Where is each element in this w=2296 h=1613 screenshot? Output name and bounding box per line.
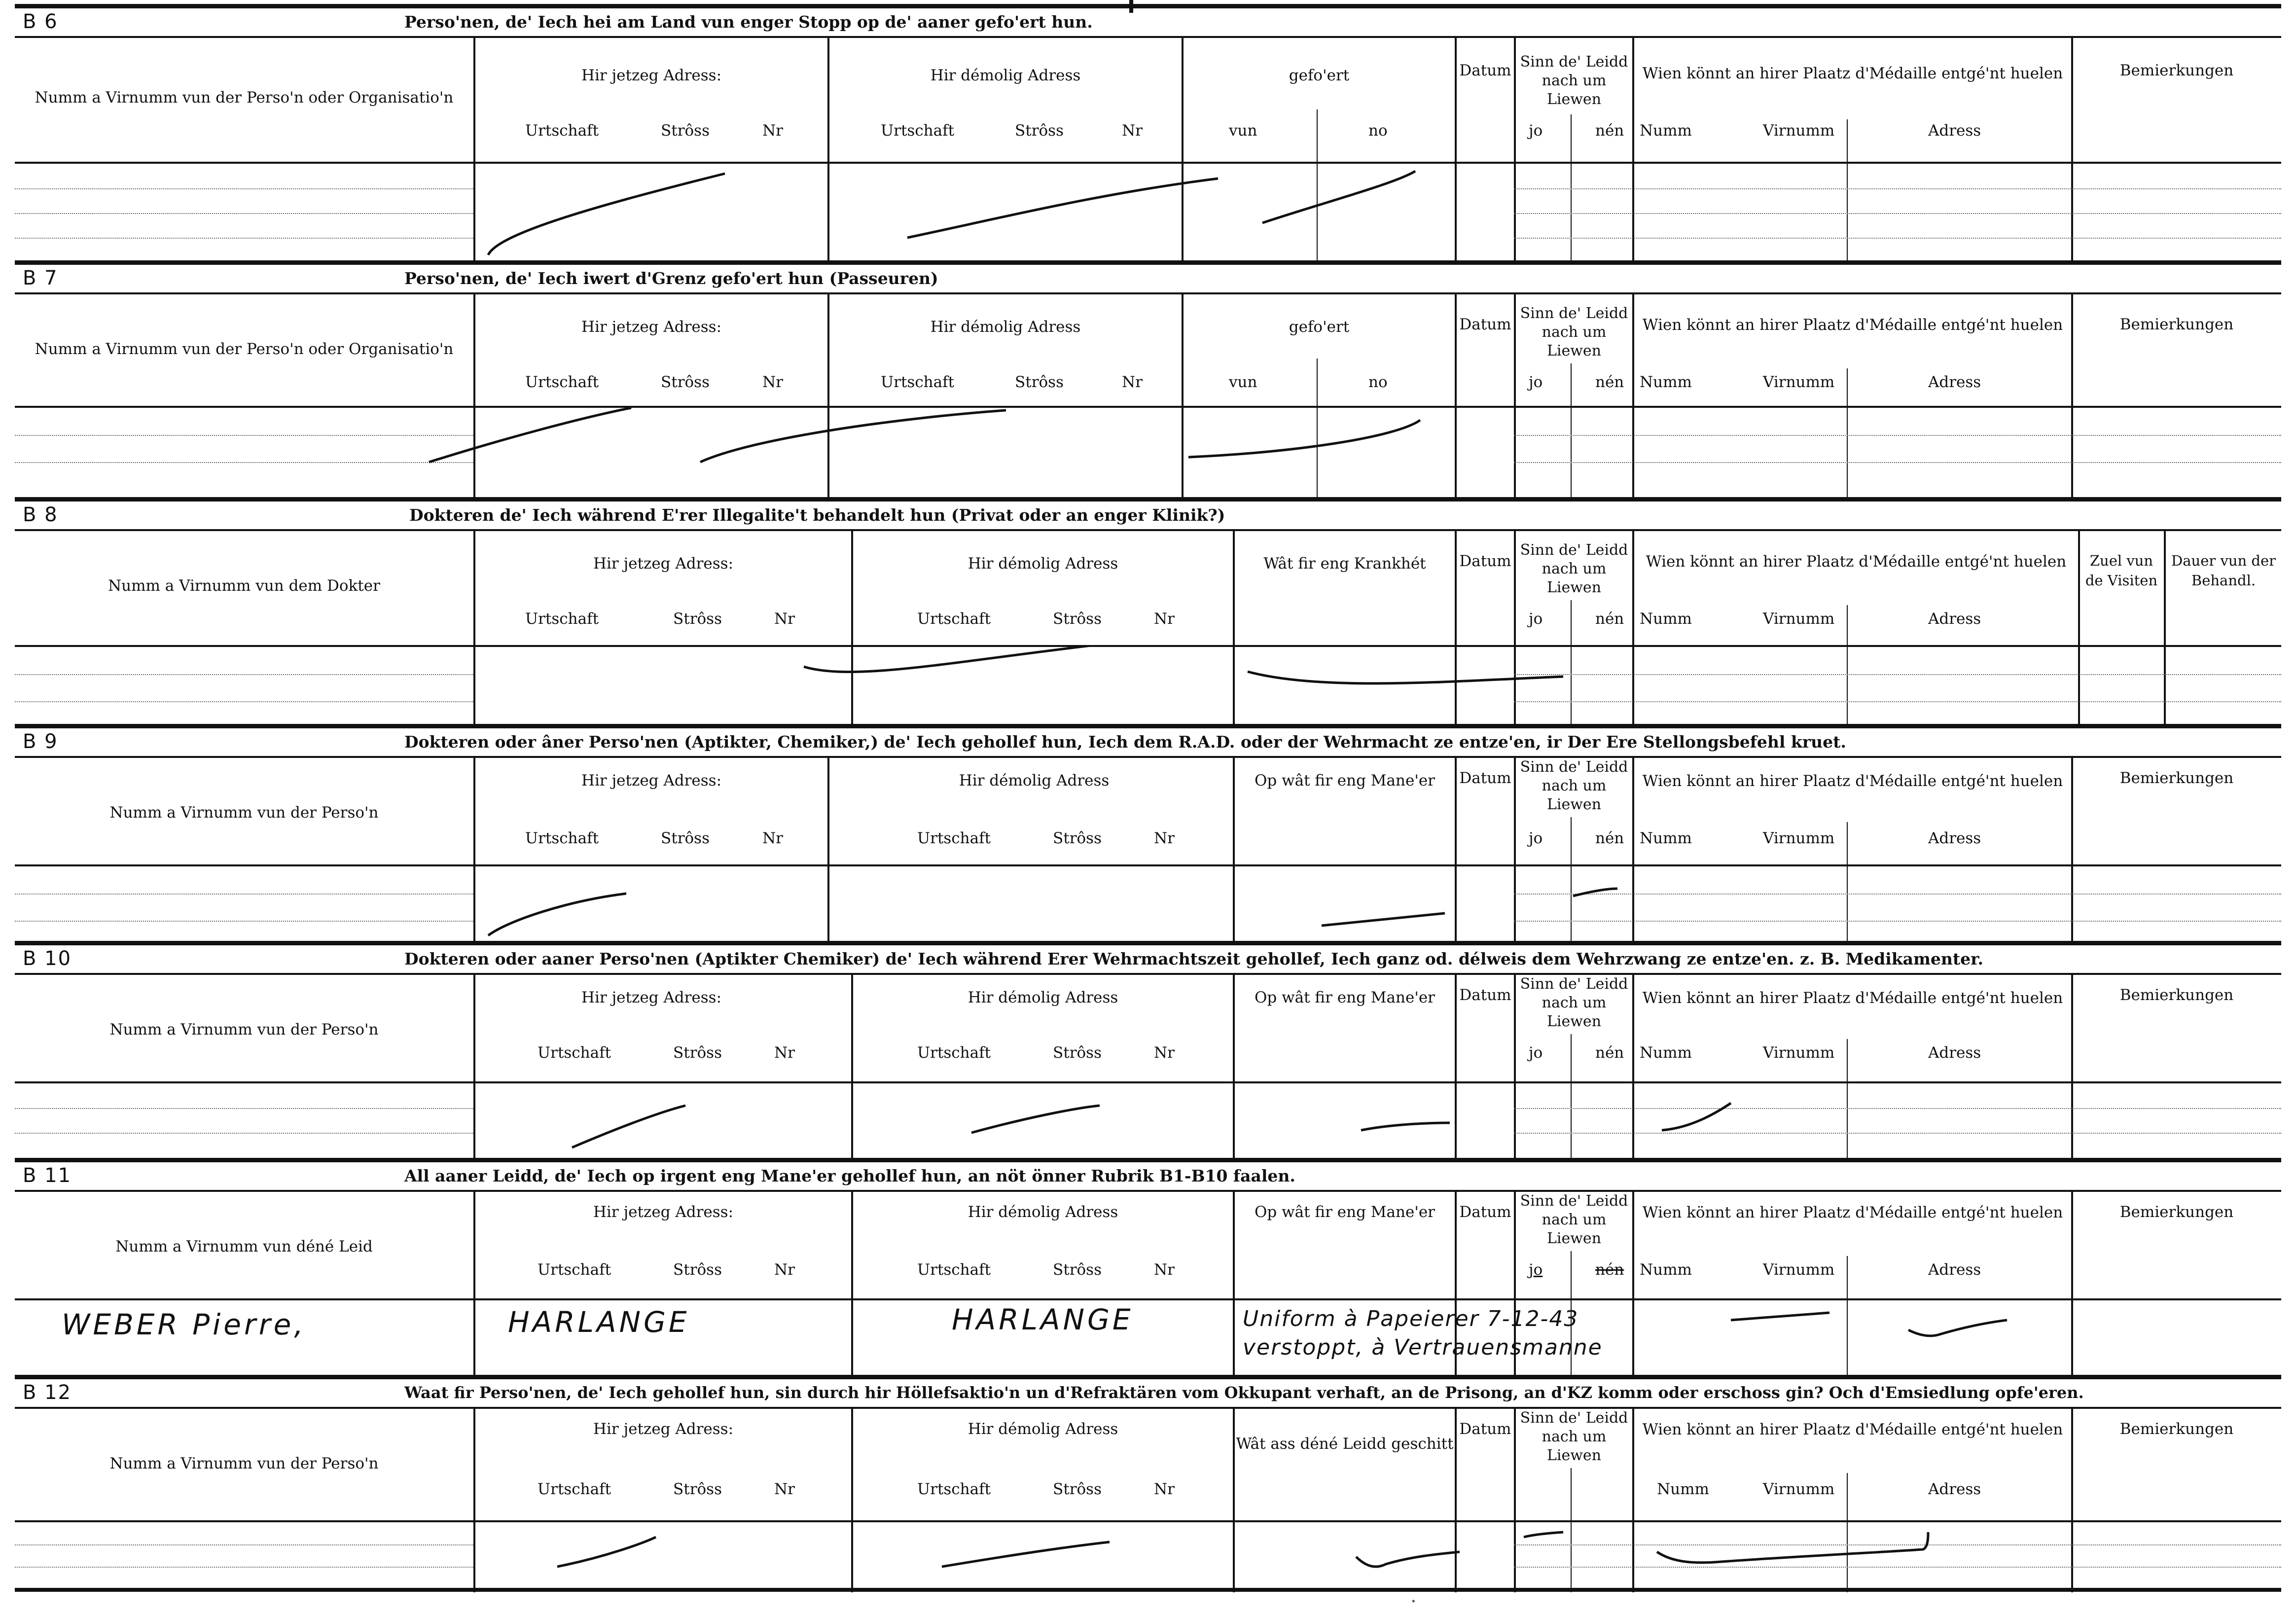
section-code: B 7: [23, 267, 58, 289]
urtschaft-label: Urtschaft: [917, 610, 991, 628]
section-title: Dokteren de' Iech während E'rer Illegalite't behandelt hun (Privat oder an enger Klinik?): [409, 505, 1225, 525]
stross-label: Strôss: [1053, 1044, 1102, 1062]
section-title: Perso'nen, de' Iech hei am Land vun enger Stopp op de' aaner gefo'ert hun.: [404, 12, 1093, 32]
nr-label: Nr: [1154, 829, 1175, 847]
former-address-header: Hir démolig Adress: [968, 555, 1118, 573]
nen-label: nén: [1595, 610, 1624, 628]
urtschaft-label: Urtschaft: [917, 1480, 991, 1498]
section-title: Perso'nen, de' Iech iwert d'Grenz gefo'ert hun (Passeuren): [404, 269, 938, 288]
section-title: All aaner Leidd, de' Iech op irgent eng Mane'er gehollef hun, an nöt önner Rubrik B1-B10 faalen.: [404, 1166, 1295, 1185]
datum-header: Datum: [1459, 62, 1511, 79]
numm-label: Numm: [1640, 1044, 1692, 1062]
section-title: Dokteren oder aaner Perso'nen (Aptikter Chemiker) de' Iech während Erer Wehrmachtszeit gehollef, Iech ganz od. délweis dem Wehrzwang ze entze'en. z. B. Medikamenter.: [404, 949, 1983, 968]
datum-header: Datum: [1459, 316, 1511, 333]
section-b10: [15, 941, 2281, 1158]
section-code: B 11: [23, 1164, 72, 1187]
former-address-header: Hir démolig Adress: [968, 989, 1118, 1006]
urtschaft-label: Urtschaft: [525, 610, 599, 628]
urtschaft-label: Urtschaft: [525, 829, 599, 847]
jo-label: jo: [1529, 1261, 1543, 1279]
cancel-strokes: [15, 866, 2281, 945]
name-column-header: Numm a Virnumm vun déné Leid: [115, 1238, 373, 1255]
section-code: B 12: [23, 1381, 72, 1404]
former-address-header: Hir démolig Adress: [968, 1420, 1118, 1438]
numm-label: Numm: [1657, 1480, 1709, 1498]
urtschaft-label: Urtschaft: [917, 1044, 991, 1062]
stross-label: Strôss: [673, 610, 722, 628]
section-b7: [15, 260, 2281, 497]
adress-label: Adress: [1928, 1480, 1981, 1498]
col3-header: Op wât fir eng Mane'er: [1254, 989, 1435, 1006]
nr-label: Nr: [1154, 1480, 1175, 1498]
remarks-header: Bemierkungen: [2119, 316, 2234, 333]
cancel-strokes: [15, 1522, 2281, 1592]
jo-label: jo: [1529, 122, 1543, 140]
adress-label: Adress: [1928, 373, 1981, 391]
nen-label: nén: [1595, 373, 1624, 391]
cancel-strokes: [15, 164, 2281, 261]
medal-header: Wien könnt an hirer Plaatz d'Médaille entgé'nt huelen: [1642, 772, 2063, 790]
current-address-header: Hir jetzeg Adress:: [581, 67, 722, 84]
nr-label: Nr: [774, 1261, 795, 1279]
nr-label: Nr: [762, 122, 783, 140]
virnumm-label: Virnumm: [1763, 610, 1835, 628]
cancel-strokes: [15, 647, 2281, 728]
section-b9: [15, 724, 2281, 941]
adress-label: Adress: [1928, 829, 1981, 847]
section-title: Waat fir Perso'nen, de' Iech gehollef hun, sin durch hir Höllefsaktio'n un d'Refraktären vom Okkupant verhaft, an de Prisong, an d'KZ komm oder erschoss gin? Och d'Emsiedlung opfe'eren.: [404, 1383, 2084, 1402]
jo-label: jo: [1529, 1044, 1543, 1062]
datum-header: Datum: [1459, 1420, 1511, 1438]
nen-label: nén: [1595, 1044, 1624, 1062]
section-header: [15, 8, 2281, 38]
former-address-header: Hir démolig Adress: [930, 318, 1081, 336]
stross-label: Strôss: [1053, 1261, 1102, 1279]
nen-label: nén: [1595, 122, 1624, 140]
jo-label: jo: [1529, 610, 1543, 628]
nr-label: Nr: [1122, 122, 1143, 140]
col3-header: Op wât fir eng Mane'er: [1254, 772, 1435, 789]
stross-label: Strôss: [673, 1261, 722, 1279]
section-b11: [15, 1158, 2281, 1375]
medal-header: Wien könnt an hirer Plaatz d'Médaille entgé'nt huelen: [1642, 1204, 2063, 1221]
numm-label: Numm: [1640, 1261, 1692, 1279]
nen-label: nén: [1595, 1261, 1624, 1279]
datum-header: Datum: [1459, 1203, 1511, 1221]
handwritten-current-place: HARLANGE: [508, 1305, 690, 1339]
adress-label: Adress: [1928, 610, 1981, 628]
urtschaft-label: Urtschaft: [917, 1261, 991, 1279]
nr-label: Nr: [774, 610, 795, 628]
section-code: B 9: [23, 730, 58, 753]
virnumm-label: Virnumm: [1763, 373, 1835, 391]
virnumm-label: Virnumm: [1763, 1261, 1835, 1279]
cancel-strokes: [15, 1300, 2281, 1379]
nr-label: Nr: [1122, 373, 1143, 391]
section-header: [15, 945, 2281, 975]
nr-label: Nr: [774, 1044, 795, 1062]
stross-label: Strôss: [661, 829, 710, 847]
duration-header: Dauer vun der Behandl.: [2171, 552, 2276, 589]
current-address-header: Hir jetzeg Adress:: [581, 318, 722, 336]
virnumm-label: Virnumm: [1763, 122, 1835, 140]
nen-label: nén: [1595, 829, 1624, 847]
visits-header: Zuel vun de Visiten: [2085, 552, 2158, 589]
name-column-header: Numm a Virnumm vun der Perso'n oder Organisatio'n: [35, 340, 454, 358]
urtschaft-label: Urtschaft: [525, 122, 599, 140]
medal-header: Wien könnt an hirer Plaatz d'Médaille entgé'nt huelen: [1642, 1421, 2063, 1438]
current-address-header: Hir jetzeg Adress:: [581, 989, 722, 1006]
remarks-header: Bemierkungen: [2119, 986, 2234, 1004]
nr-label: Nr: [774, 1480, 795, 1498]
handwritten-manner-line2: verstoppt, à Vertrauensmanne: [1243, 1335, 1603, 1360]
current-address-header: Hir jetzeg Adress:: [593, 1420, 734, 1438]
name-column-header: Numm a Virnumm vun der Perso'n oder Organisatio'n: [35, 89, 454, 107]
jo-label: jo: [1529, 373, 1543, 391]
nr-label: Nr: [1154, 1261, 1175, 1279]
section-header: [15, 1162, 2281, 1192]
section-code: B 10: [23, 947, 72, 970]
section-b12: [15, 1375, 2281, 1592]
alive-header: Sinn de' Leidd nach um Liewen: [1520, 53, 1628, 108]
remarks-header: Bemierkungen: [2119, 769, 2234, 787]
datum-header: Datum: [1459, 986, 1511, 1004]
medal-header: Wien könnt an hirer Plaatz d'Médaille entgé'nt huelen: [1642, 65, 2063, 82]
to-label: no: [1368, 122, 1388, 140]
section-code: B 6: [23, 10, 58, 33]
nr-label: Nr: [762, 373, 783, 391]
virnumm-label: Virnumm: [1763, 1480, 1835, 1498]
stross-label: Strôss: [661, 373, 710, 391]
datum-header: Datum: [1459, 552, 1511, 570]
remarks-header: Bemierkungen: [2119, 1420, 2234, 1438]
numm-label: Numm: [1640, 373, 1692, 391]
urtschaft-label: Urtschaft: [538, 1261, 611, 1279]
section-header: [15, 728, 2281, 758]
alive-header: Sinn de' Leidd nach um Liewen: [1520, 305, 1628, 359]
stross-label: Strôss: [1053, 610, 1102, 628]
former-address-header: Hir démolig Adress: [968, 1203, 1118, 1221]
urtschaft-label: Urtschaft: [538, 1480, 611, 1498]
nr-label: Nr: [1154, 1044, 1175, 1062]
section-code: B 8: [23, 503, 58, 526]
col3-header: Wât ass déné Leidd geschitt: [1236, 1435, 1454, 1453]
stross-label: Strôss: [1015, 373, 1064, 391]
alive-header: Sinn de' Leidd nach um Liewen: [1520, 975, 1628, 1030]
alive-header: Sinn de' Leidd nach um Liewen: [1520, 1192, 1628, 1247]
current-address-header: Hir jetzeg Adress:: [581, 772, 722, 789]
stross-label: Strôss: [673, 1044, 722, 1062]
section-b6: [15, 4, 2281, 260]
from-label: vun: [1229, 373, 1257, 391]
medal-header: Wien könnt an hirer Plaatz d'Médaille entgé'nt huelen: [1642, 989, 2063, 1007]
handwritten-name: WEBER Pierre,: [62, 1308, 306, 1341]
datum-header: Datum: [1459, 769, 1511, 787]
name-column-header: Numm a Virnumm vun dem Dokter: [108, 577, 380, 595]
numm-label: Numm: [1640, 122, 1692, 140]
virnumm-label: Virnumm: [1763, 1044, 1835, 1062]
remarks-header: Bemierkungen: [2119, 62, 2234, 79]
urtschaft-label: Urtschaft: [525, 373, 599, 391]
name-column-header: Numm a Virnumm vun der Perso'n: [109, 1021, 379, 1039]
cancel-strokes: [15, 408, 2281, 502]
handwritten-manner-line1: Uniform à Papeierer 7-12-43: [1243, 1306, 1579, 1331]
urtschaft-label: Urtschaft: [881, 373, 955, 391]
stross-label: Strôss: [1053, 1480, 1102, 1498]
jo-label: jo: [1529, 829, 1543, 847]
to-label: no: [1368, 373, 1388, 391]
alive-header: Sinn de' Leidd nach um Liewen: [1520, 758, 1628, 813]
alive-header: Sinn de' Leidd nach um Liewen: [1520, 541, 1628, 596]
alive-header: Sinn de' Leidd nach um Liewen: [1520, 1409, 1628, 1464]
section-b8: [15, 497, 2281, 724]
bottom-margin-marks: ·: [1410, 1590, 1417, 1613]
numm-label: Numm: [1640, 829, 1692, 847]
stross-label: Strôss: [1015, 122, 1064, 140]
adress-label: Adress: [1928, 122, 1981, 140]
former-address-header: Hir démolig Adress: [959, 772, 1110, 789]
col3-header: Wât fir eng Krankhét: [1263, 555, 1426, 573]
section-header: [15, 265, 2281, 294]
section-header: [15, 1379, 2281, 1409]
cancel-strokes: [15, 1083, 2281, 1162]
stross-label: Strôss: [673, 1480, 722, 1498]
section-header: [15, 502, 2281, 531]
section-title: Dokteren oder âner Perso'nen (Aptikter, Chemiker,) de' Iech gehollef hun, Iech dem R.A.D. oder der Wehrmacht ze entze'en, ir Der Ere Stellongsbefehl kruet.: [404, 732, 1846, 752]
medal-header: Wien könnt an hirer Plaatz d'Médaille entgé'nt huelen: [1646, 553, 2067, 571]
current-address-header: Hir jetzeg Adress:: [593, 555, 734, 573]
current-address-header: Hir jetzeg Adress:: [593, 1203, 734, 1221]
virnumm-label: Virnumm: [1763, 829, 1835, 847]
name-column-header: Numm a Virnumm vun der Perso'n: [109, 1455, 379, 1472]
handwritten-former-place: HARLANGE: [952, 1303, 1134, 1336]
urtschaft-label: Urtschaft: [538, 1044, 611, 1062]
stross-label: Strôss: [661, 122, 710, 140]
medal-header: Wien könnt an hirer Plaatz d'Médaille entgé'nt huelen: [1642, 316, 2063, 334]
col3-header: gefo'ert: [1289, 67, 1350, 84]
nr-label: Nr: [762, 829, 783, 847]
numm-label: Numm: [1640, 610, 1692, 628]
name-column-header: Numm a Virnumm vun der Perso'n: [109, 804, 379, 822]
former-address-header: Hir démolig Adress: [930, 67, 1081, 84]
col3-header: Op wât fir eng Mane'er: [1254, 1203, 1435, 1221]
nr-label: Nr: [1154, 610, 1175, 628]
adress-label: Adress: [1928, 1261, 1981, 1279]
col3-header: gefo'ert: [1289, 318, 1350, 336]
urtschaft-label: Urtschaft: [881, 122, 955, 140]
from-label: vun: [1229, 122, 1257, 140]
urtschaft-label: Urtschaft: [917, 829, 991, 847]
remarks-header: Bemierkungen: [2119, 1203, 2234, 1221]
stross-label: Strôss: [1053, 829, 1102, 847]
adress-label: Adress: [1928, 1044, 1981, 1062]
